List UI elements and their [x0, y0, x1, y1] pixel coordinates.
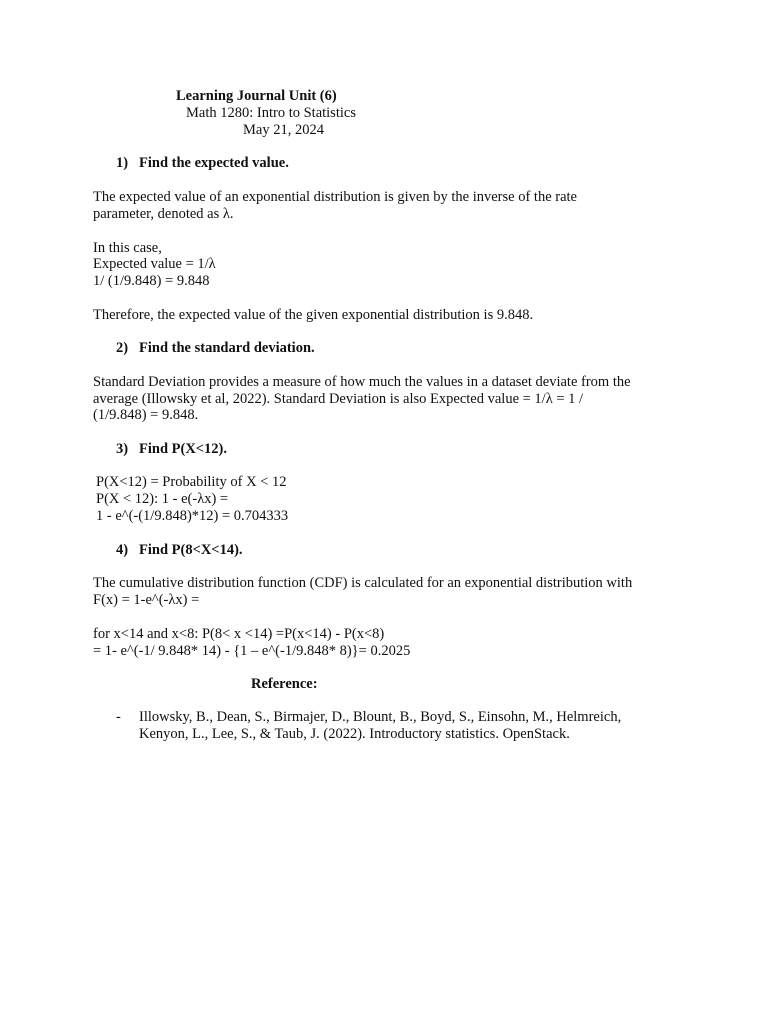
- q3-line2: P(X < 12): 1 - e(-λx) =: [96, 491, 229, 507]
- document-title: Learning Journal Unit (6): [176, 88, 337, 104]
- q1-number: 1): [116, 155, 129, 171]
- q3-heading: Find P(X<12).: [139, 441, 228, 457]
- q4-heading: Find P(8<X<14).: [139, 542, 243, 558]
- q1-case-line2: Expected value = 1/λ: [93, 256, 216, 272]
- q2-line3: (1/9.848) = 9.848.: [93, 407, 199, 423]
- q4-line3: for x<14 and x<8: P(8< x <14) =P(x<14) - P(x<8): [93, 626, 385, 642]
- q3-number: 3): [116, 441, 129, 457]
- q4-line1: The cumulative distribution function (CDF) is calculated for an exponential distribution with: [93, 575, 633, 591]
- reference-heading: Reference:: [251, 676, 318, 692]
- reference-bullet: -: [116, 709, 121, 725]
- q4-line4: = 1- e^(-1/ 9.848* 14) - {1 – e^(-1/9.848* 8)}= 0.2025: [93, 643, 411, 659]
- q2-line1: Standard Deviation provides a measure of how much the values in a dataset deviate from the: [93, 374, 631, 390]
- q2-heading: Find the standard deviation.: [139, 340, 315, 356]
- q4-line2: F(x) = 1-e^(-λx) =: [93, 592, 200, 608]
- q2-line2: average (Illowsky et al, 2022). Standard Deviation is also Expected value = 1/λ = 1 /: [93, 391, 584, 407]
- q3-line3: 1 - e^(-(1/9.848)*12) = 0.704333: [96, 508, 289, 524]
- q1-case-line1: In this case,: [93, 240, 162, 256]
- q1-case-line3: 1/ (1/9.848) = 9.848: [93, 273, 210, 289]
- reference-line2: Kenyon, L., Lee, S., & Taub, J. (2022). Introductory statistics. OpenStack.: [139, 726, 570, 742]
- document-date: May 21, 2024: [243, 122, 324, 138]
- reference-line1: Illowsky, B., Dean, S., Birmajer, D., Blount, B., Boyd, S., Einsohn, M., Helmreich,: [139, 709, 622, 725]
- q1-heading: Find the expected value.: [139, 155, 289, 171]
- q1-paragraph-line1: The expected value of an exponential distribution is given by the inverse of the rate: [93, 189, 577, 205]
- q1-conclusion: Therefore, the expected value of the given exponential distribution is 9.848.: [93, 307, 534, 323]
- q2-number: 2): [116, 340, 129, 356]
- q1-paragraph-line2: parameter, denoted as λ.: [93, 206, 234, 222]
- q3-line1: P(X<12) = Probability of X < 12: [96, 474, 287, 490]
- q4-number: 4): [116, 542, 129, 558]
- course-name: Math 1280: Intro to Statistics: [186, 105, 356, 121]
